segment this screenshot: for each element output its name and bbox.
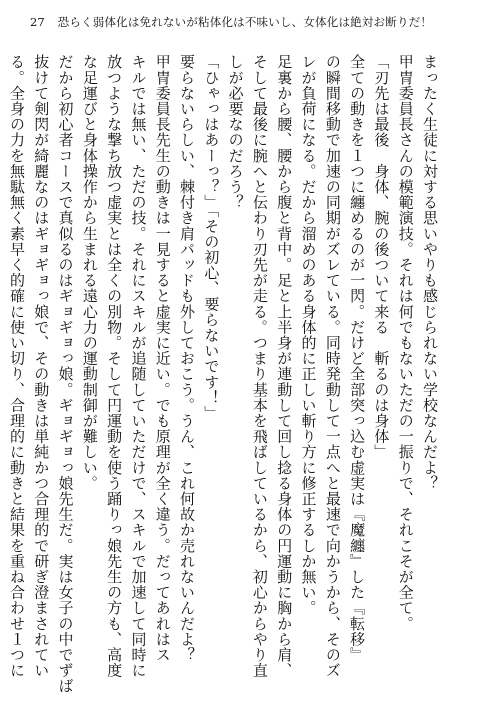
text-line: な足運びと身体操作から生まれる遠心力の運動制御が難しい。 [80,54,99,491]
text-line: 抜けて剣閃が綺麗なのはギョギョっ娘で、その動きは単純かつ合理的で研ぎ澄まされてい [32,54,51,678]
text-line: レが負荷になる。だから溜めのある身体的に正しい斬り方に修正するしか無い。 [299,54,318,616]
text-line: キルでは無い、ただの技。それにスキルが追随していただけで、スキルで加速して同時に [129,54,148,678]
page-header [30,12,470,32]
page-number: 27 [30,15,45,29]
text-line: の瞬間移動で加速の同期がズレている。同時発動して一点へと最速で向かうから、そのズ [323,54,342,678]
text-line: 要らないらしい、棘付き肩パッドも外しておこう。うん、これ何故か売れないんだよ？ [178,54,197,663]
text-line: 全ての動きを１つに纏めるのが一閃。だけど全部突っ込む虚実は『魔纏』した『転移』 [348,54,367,663]
text-line: そして最後に腕へと伝わり刃先が走る。つまり基本を飛ばしているから、初心からやり直 [250,54,269,678]
text-line: 放つような撃ち放つ虚実とは全くの別物。そして円運動を使う踊りっ娘先生の方も、高度 [105,54,124,678]
text-line: しが必要なのだろう？ [226,54,245,210]
text-line: 足裏から腰、腰から腹と背中。足と上半身が連動して回し捻る身体の円運動に胸から肩、 [275,54,294,678]
text-line: 「ひゃっはあーっ？」「その初心、要らないです！」 [202,54,221,421]
text-line: 甲冑委員長先生の動きは一見すると虚実に近い。でも原理が全く違う。だってあれはス [153,54,172,663]
text-line: る。全身の力を無駄無く素早く的確に使い切り、合理的に動きと結果を重ね合わせ１つに [7,54,26,678]
text-line: 甲冑委員長さんの模範演技。それは何でもないただの一振りで、それこそが全て。 [396,54,415,632]
text-line: だから初心者コースで真似るのはギョギョっ娘。ギョギョっ娘先生だ。実は女子の中でずば [56,54,75,694]
running-title: 恐らく弱体化は免れないが粘体化は不味いし、女体化は絶対お断りだ！ [57,15,433,29]
text-line: 「刃先は最後 身体、腕の後ついて来る 斬るのは身体」 [372,54,391,460]
page-body [7,54,442,694]
text-line: まったく生徒に対する思いやりも感じられない学校なんだよ？ [421,54,439,491]
